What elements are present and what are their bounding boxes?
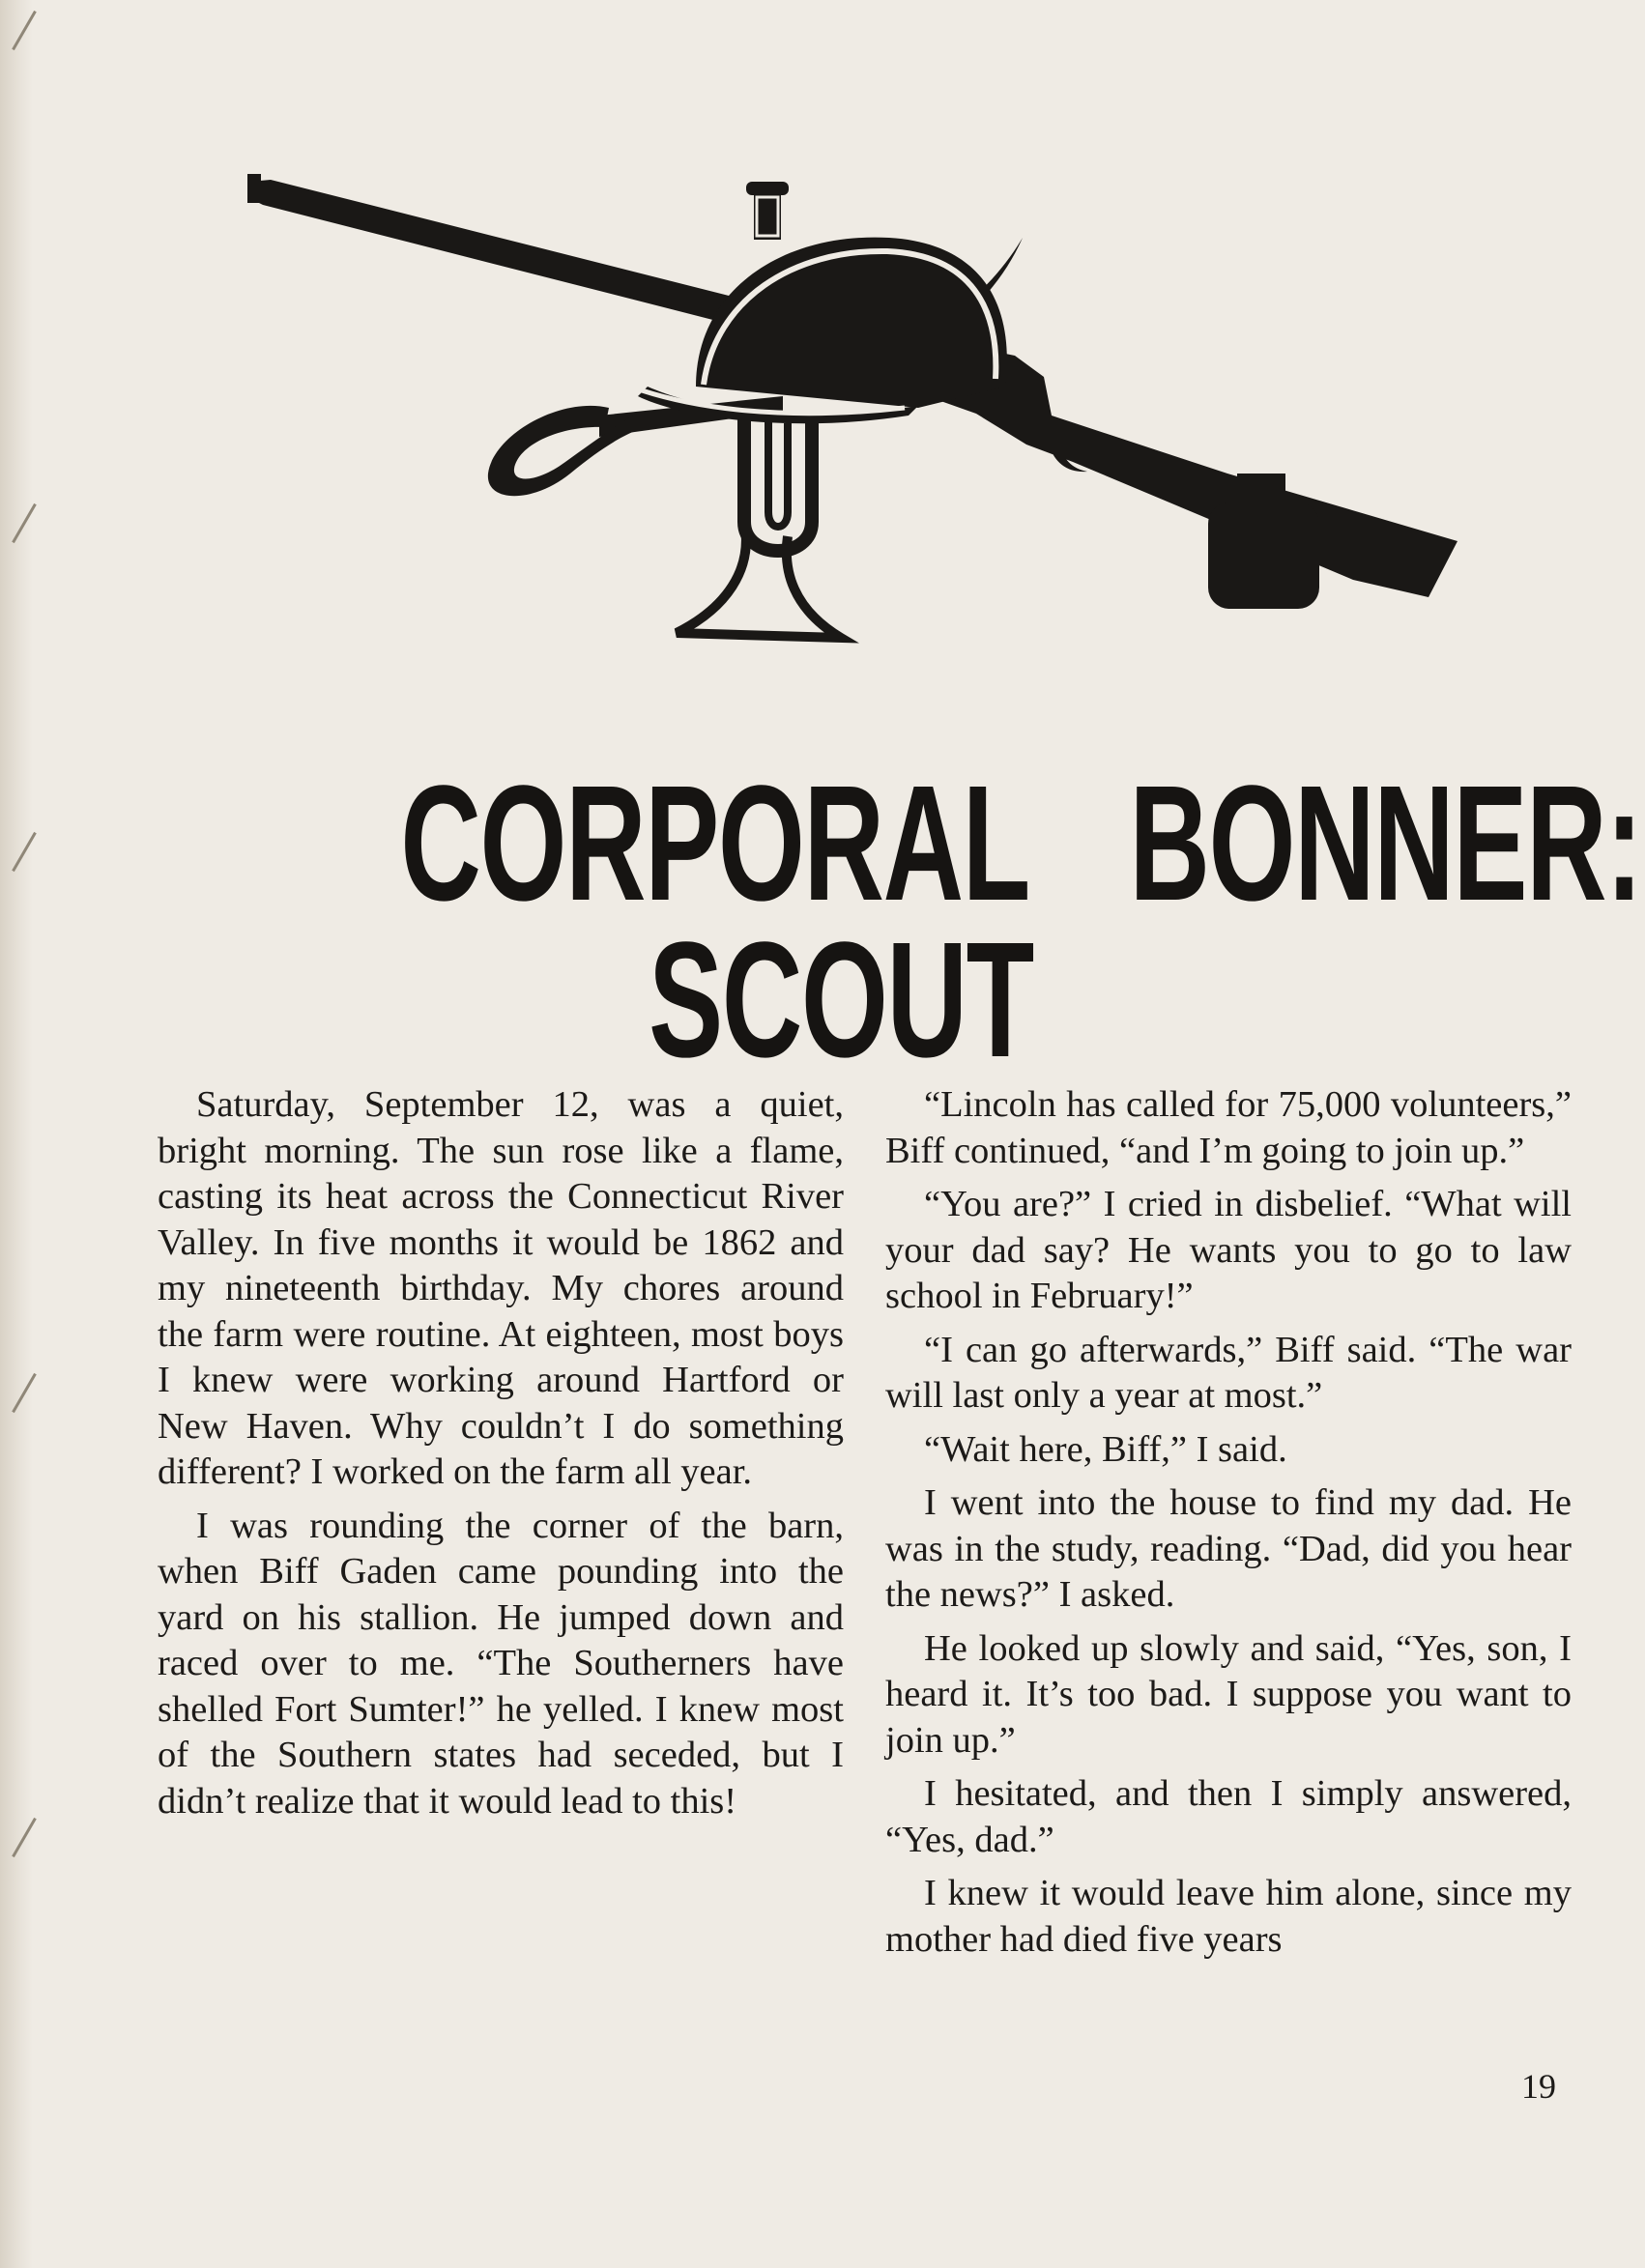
right-text-column [885,1082,1572,1963]
paragraph: I was rounding the corner of the barn, when Biff Gaden came pounding into the yard on his stallion. He jumped down and raced over to me. “The Southerners have shelled Fort Sumter!” he yelled. I knew most of the Southern states had seceded, but I didn’t realize that it would lead to this! [158,1505,844,1822]
paragraph: “Lincoln has called for 75,000 volunteers,” Biff continued, “and I’m going to join up.” [885,1084,1572,1171]
article-title-line-1: CORPORAL BONNER: [400,752,1642,935]
paragraph: “Wait here, Biff,” I said. [924,1428,1287,1470]
article-title-line-2: SCOUT [649,908,1033,1092]
left-text-column [158,1082,844,1824]
bugle-icon [677,416,841,638]
page-binding-edge [0,0,33,2268]
paragraph: “You are?” I cried in disbelief. “What will your dad say? He wants you to go to law school in February!” [885,1184,1572,1316]
paragraph: “I can go afterwards,” Biff said. “The war will last only a year at most.” [885,1329,1572,1416]
paragraph: I knew it would leave him alone, since my mother had died five years [885,1873,1572,1960]
civil-war-illustration [242,155,1479,696]
page-number: 19 [1521,2067,1556,2106]
paragraph: Saturday, September 12, was a quiet, bright morning. The sun rose like a flame, casting its heat across the Connecticut River Valley. In five months it would be 1862 and my nineteenth birthday. My chores around the farm were routine. At eighteen, most boys I knew were working around Hartford or New Haven. Why couldn’t I do something different? I worked on the farm all year. [158,1084,844,1492]
paragraph: I went into the house to find my dad. He was in the study, reading. “Dad, did you hear the news?” I asked. [885,1482,1572,1615]
paragraph: I hesitated, and then I simply answered, “Yes, dad.” [885,1773,1572,1860]
paragraph: He looked up slowly and said, “Yes, son, I heard it. It’s too bad. I suppose you want to join up.” [885,1627,1572,1761]
